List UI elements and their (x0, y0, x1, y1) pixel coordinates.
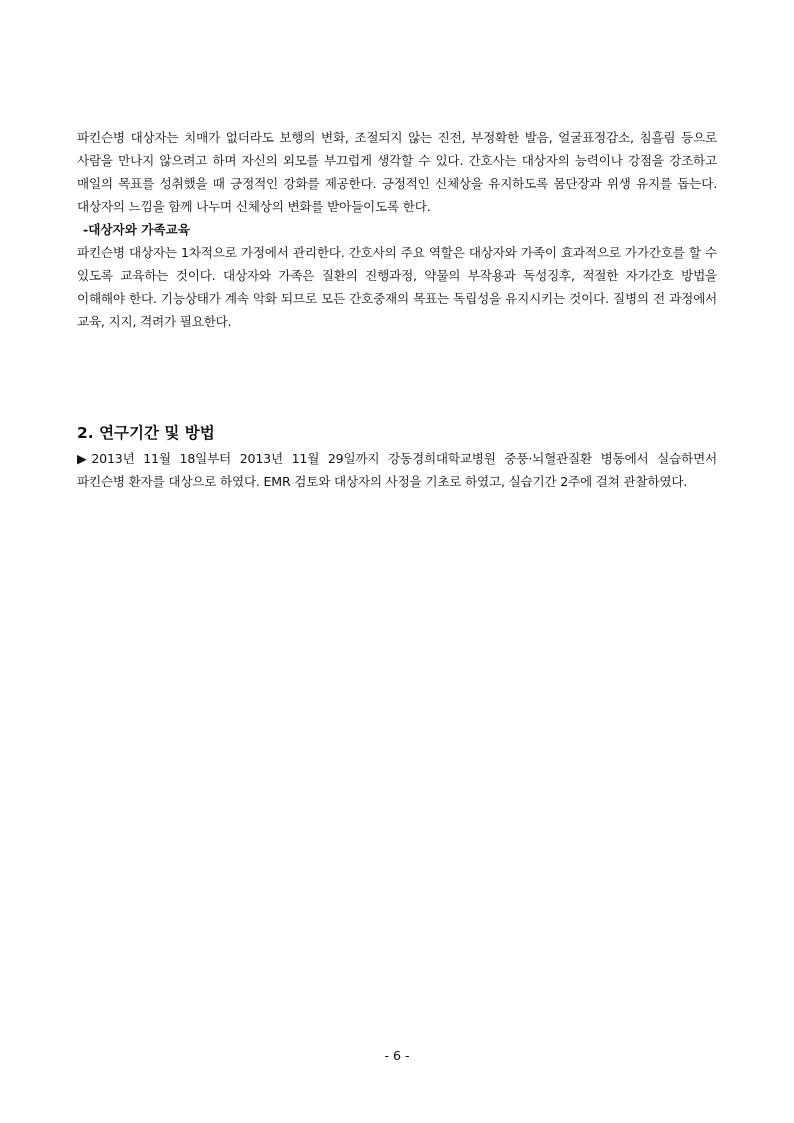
body-paragraph-study-period: ▶2013년 11월 18일부터 2013년 11월 29일까지 강동경희대학교병원 중풍·뇌혈관질환 병동에서 실습하면서 파킨슨병 환자를 대상으로 하였다. EMR 검토와 대상자의 사정을 기초로 하였고, 실습기간 2주에 걸쳐 관찰하였다. (77, 451, 717, 489)
body-paragraph-parkinson-self-image: 파킨슨병 대상자는 치매가 없더라도 보행의 변화, 조절되지 않는 진전, 부정확한 발음, 얼굴표정감소, 침흘림 등으로 사람을 만나지 않으려고 하며 자신의 외모를 부끄럽게 생각할 수 있다. 간호사는 대상자의 능력이나 강점을 강조하고 매일의 목표를 성취했을 때 긍정적인 강화를 제공한다. 긍정적인 신체상을 유지하도록 몸단장과 위생 유지를 돕는다. 대상자의 느낌을 함께 나누며 신체상의 변화를 받아들이도록 한다. (77, 130, 717, 214)
section-heading-study-period-method: 2. 연구기간 및 방법 (77, 424, 215, 442)
page-number: - 6 - (384, 1048, 410, 1063)
body-paragraph-family-education: 파킨슨병 대상자는 1차적으로 가정에서 관리한다. 간호사의 주요 역할은 대상자와 가족이 효과적으로 가가간호를 할 수 있도록 교육하는 것이다. 대상자와 가족은 질환의 진행과정, 약물의 부작용과 독성징후, 적절한 자가간호 방법을 이해해야 한다. 기능상태가 계속 악화 되므로 모든 간호중재의 목표는 독립성을 유지시키는 것이다. 질병의 전 과정에서 교육, 지지, 격려가 필요한다. (77, 245, 717, 329)
subheading-patient-family-education: -대상자와 가족교육 (83, 222, 190, 237)
page-content (77, 126, 717, 493)
